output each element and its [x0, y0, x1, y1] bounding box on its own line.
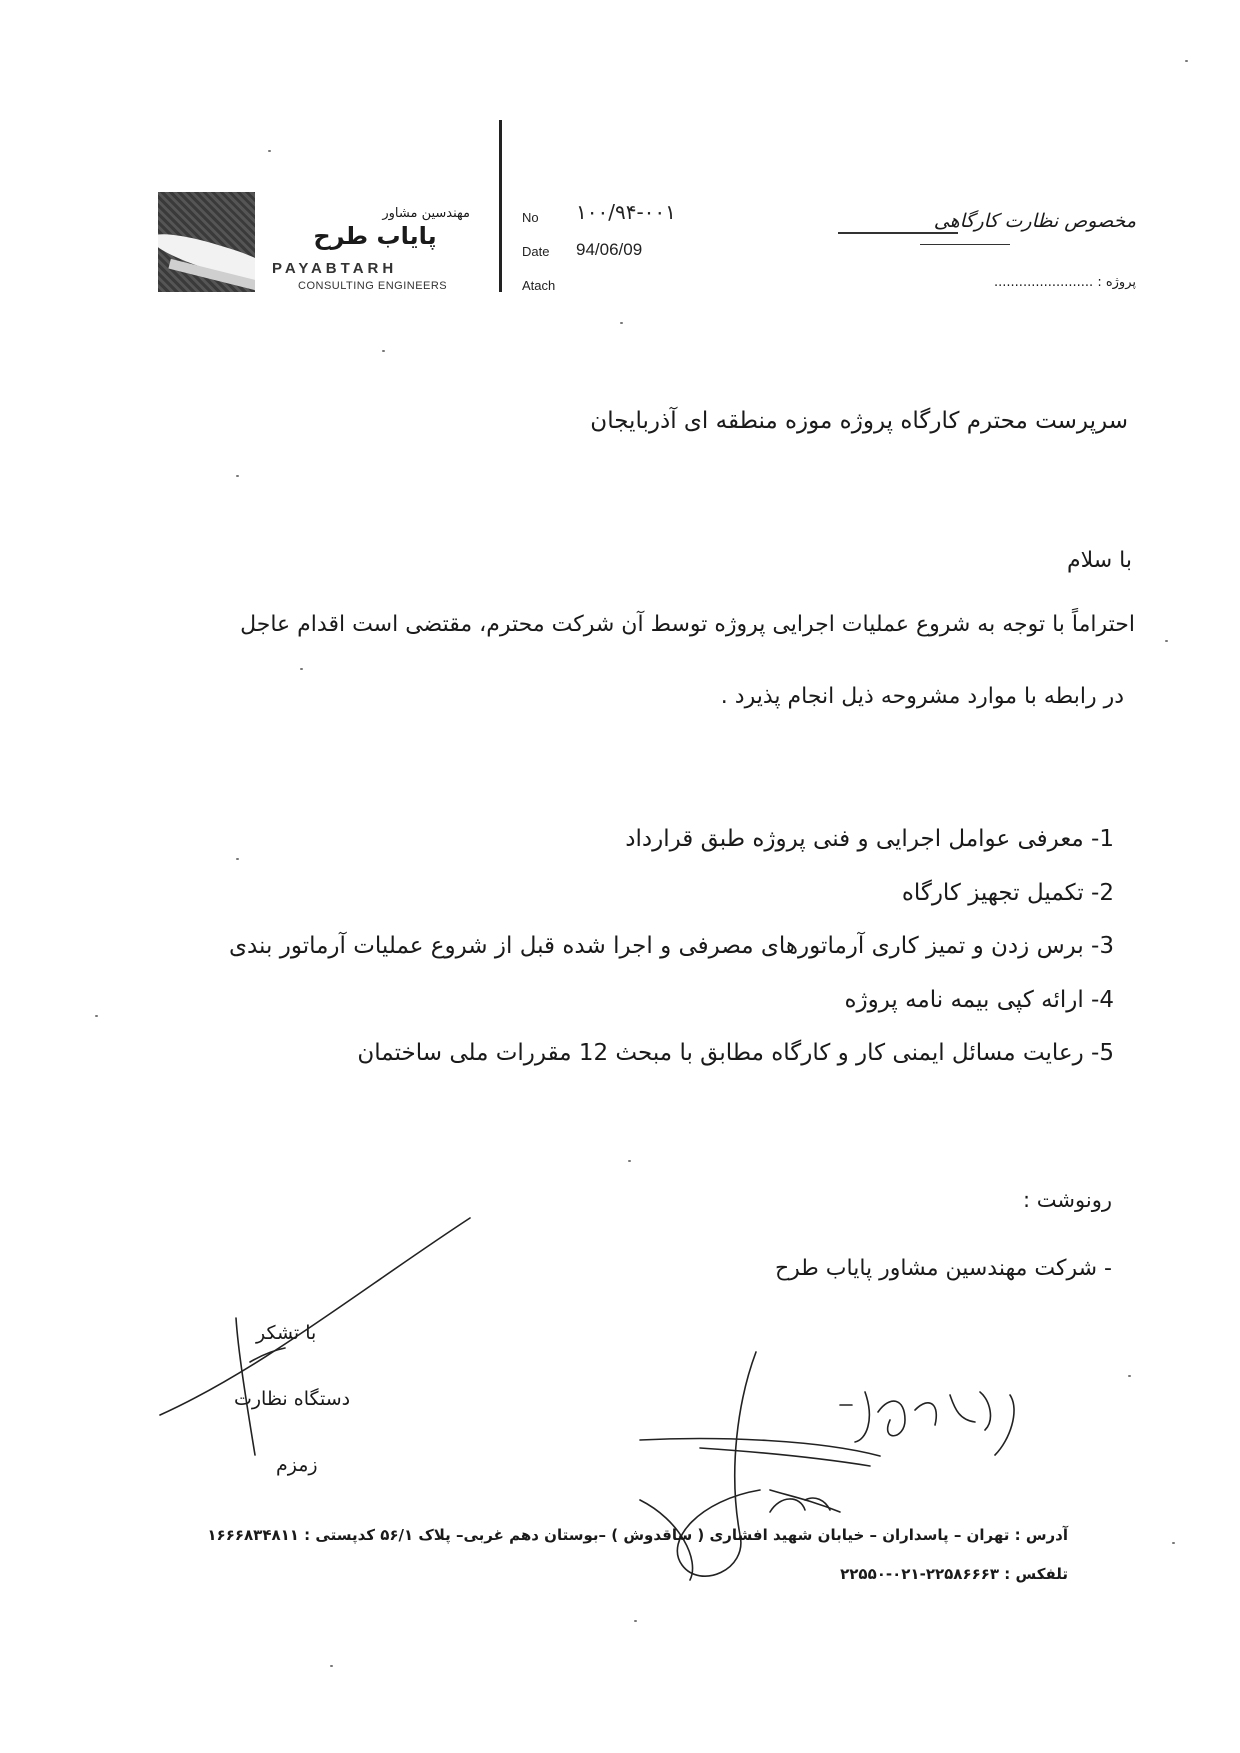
addressee: سرپرست محترم کارگاه پروژه موزه منطقه ای آذربایجان: [590, 408, 1128, 434]
cc-item: - شرکت مهندسین مشاور پایاب طرح: [774, 1256, 1112, 1281]
list-item: 2- تکمیل تجهیز کارگاه: [901, 880, 1114, 906]
number-value: ۱۰۰/۹۴-۰۰۱: [576, 200, 676, 224]
closing-thanks: با تشکر: [256, 1322, 317, 1344]
confidential-stamp: مخصوص نظارت کارگاهی: [933, 210, 1136, 232]
company-name-fa: پایاب طرح: [313, 222, 437, 250]
company-name-en: PAYABTARH: [272, 260, 398, 277]
attach-label: Atach: [522, 278, 556, 293]
company-name-fa-small: مهندسین مشاور: [382, 206, 470, 221]
signer-name: زمزم: [276, 1454, 318, 1476]
company-subtitle-en: CONSULTING ENGINEERS: [298, 280, 448, 292]
number-label: No: [522, 210, 539, 225]
paragraph-line: در رابطه با موارد مشروحه ذیل انجام پذیرد .: [720, 684, 1124, 709]
footer-address: آدرس : تهران – پاسداران – خیابان شهید افشاری ( ساقدوش ) –بوستان دهم غربی– پلاک ۵۶/۱ کدپستی : ۱۶۶۶۸۳۴۸۱۱: [207, 1526, 1068, 1544]
signer-department: دستگاه نظارت: [234, 1388, 351, 1410]
list-item: 5- رعایت مسائل ایمنی کار و کارگاه مطابق با مبحث 12 مقررات ملی ساختمان: [357, 1040, 1114, 1066]
date-value: 94/06/09: [576, 240, 643, 259]
list-item: 4- ارائه کپی بیمه نامه پروژه: [844, 987, 1114, 1013]
list-item: 3- برس زدن و تمیز کاری آرماتورهای مصرفی و اجرا شده قبل از شروع عملیات آرماتور بندی: [228, 933, 1114, 959]
project-field: پروژه : ........................: [994, 275, 1136, 290]
cc-title: رونوشت :: [1023, 1188, 1112, 1212]
date-label: Date: [522, 244, 550, 259]
paragraph-line: احتراماً با توجه به شروع عملیات اجرایی پروژه توسط آن شرکت محترم، مقتضی است اقدام عاجل: [240, 612, 1135, 637]
footer-telfax: تلفکس : ۲۲۵۸۶۶۶۳-۰۲۱-۲۲۵۵۰: [840, 1565, 1068, 1583]
greeting: با سلام: [1066, 548, 1132, 573]
list-item: 1- معرفی عوامل اجرایی و فنی پروژه طبق قرارداد: [625, 826, 1114, 852]
